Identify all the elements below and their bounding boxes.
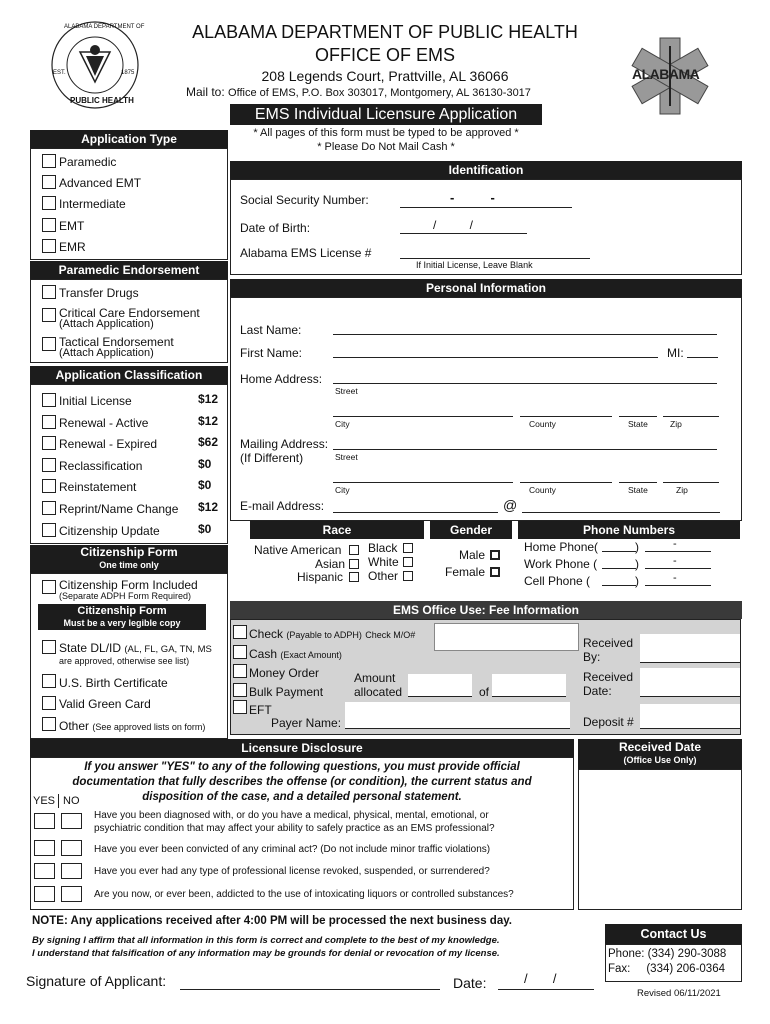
q1-no-box[interactable] — [61, 813, 82, 829]
received-by-label-2: By: — [583, 650, 601, 664]
citizenship-title: Citizenship Form — [80, 545, 178, 559]
home-zip-caption: Zip — [670, 419, 682, 429]
work-phone-dash: - — [673, 555, 677, 567]
state-dl-sub: are approved, otherwise see list) — [59, 656, 190, 666]
emt-checkbox[interactable] — [42, 218, 56, 232]
contact-header: Contact Us — [605, 924, 742, 944]
home-phone-number-field[interactable] — [645, 551, 711, 552]
cell-phone-label: Cell Phone ( — [524, 574, 591, 588]
q3-no-box[interactable] — [61, 863, 82, 879]
home-street-field[interactable] — [333, 383, 717, 384]
last-name-field[interactable] — [333, 334, 717, 335]
renewal-active-checkbox[interactable] — [42, 415, 56, 429]
affirm-line-2: I understand that falsification of any information may be grounds for denial or revocation of my license. — [32, 948, 500, 959]
home-city-field[interactable] — [333, 416, 513, 417]
seal-est: EST. — [53, 70, 66, 76]
typed-note: * All pages of this form must be typed to be approved * — [253, 127, 519, 139]
other-citizenship-label — [59, 719, 205, 733]
cash-text: Cash — [249, 647, 278, 661]
question-2: Have you ever been convicted of any criminal act? (Do not include minor traffic violations) — [94, 844, 491, 855]
mailing-state-field[interactable] — [619, 482, 657, 483]
email-label: E-mail Address: — [240, 499, 325, 513]
contact-phone: Phone: (334) 290-3088 — [608, 948, 727, 960]
affirm-line-1: By signing I affirm that all information in this form is correct and complete to the best of my knowledge. — [32, 935, 500, 946]
tactical-checkbox[interactable] — [42, 337, 56, 351]
header-title-1: ALABAMA DEPARTMENT OF PUBLIC HEALTH — [192, 22, 578, 42]
logo-text: ALABAMA — [632, 66, 700, 82]
home-state-field[interactable] — [619, 416, 657, 417]
signature-date-separator: / / — [524, 971, 557, 986]
q4-no-box[interactable] — [61, 886, 82, 902]
emr-checkbox[interactable] — [42, 239, 56, 253]
money-order-label: Money Order — [249, 666, 320, 680]
reprint-price: $12 — [198, 500, 219, 514]
received-date-label-2: Date: — [583, 684, 612, 698]
green-card-label: Valid Green Card — [59, 697, 151, 711]
seal-year: 1875 — [121, 70, 135, 76]
dob-label: Date of Birth: — [240, 221, 311, 235]
reclassification-price: $0 — [198, 457, 212, 471]
home-phone-label: Home Phone( — [524, 540, 599, 554]
mi-label: MI: — [667, 346, 684, 360]
race-header: Race — [250, 521, 424, 539]
advanced-emt-label: Advanced EMT — [59, 176, 142, 190]
footer-note: NOTE: Any applications received after 4:00 PM will be processed the next business day. — [32, 915, 512, 927]
work-phone-area-field[interactable] — [602, 568, 636, 569]
initial-license-price: $12 — [198, 392, 219, 406]
disclosure-instruction-1: If you answer "YES" to any of the following questions, you must provide official — [84, 761, 520, 773]
first-name-label: First Name: — [240, 346, 303, 360]
ssn-field[interactable] — [400, 207, 572, 208]
reinstatement-label: Reinstatement — [59, 480, 137, 494]
home-zip-field[interactable] — [663, 416, 719, 417]
email-at: @ — [503, 497, 518, 513]
mailing-city-caption: City — [335, 485, 350, 495]
q4-yes-box[interactable] — [34, 886, 55, 902]
payer-name-field[interactable] — [345, 702, 570, 729]
citizenship-title-2: Citizenship Form — [77, 605, 167, 617]
license-label: Alabama EMS License # — [240, 246, 372, 260]
mailing-if-different: (If Different) — [240, 451, 304, 465]
yes-column-label: YES — [33, 795, 56, 807]
state-dl-text: State DL/ID — [59, 641, 122, 655]
initial-license-checkbox[interactable] — [42, 393, 56, 407]
state-dl-states: (AL, FL, GA, TN, MS — [124, 644, 212, 655]
home-county-caption: County — [529, 419, 556, 429]
initial-license-label: Initial License — [59, 394, 132, 408]
citizenship-subtitle: One time only — [99, 560, 159, 570]
classification-header: Application Classification — [30, 366, 228, 384]
citizenship-subtitle-2: Must be a very legible copy — [63, 618, 181, 628]
transfer-drugs-checkbox[interactable] — [42, 285, 56, 299]
home-phone-dash: - — [673, 538, 677, 550]
home-address-label: Home Address: — [240, 372, 323, 386]
signature-field[interactable] — [180, 989, 440, 990]
last-name-label: Last Name: — [240, 323, 302, 337]
mailing-county-field[interactable] — [520, 482, 612, 483]
allocated-label: allocated — [354, 685, 403, 699]
question-1-line-2: psychiatric condition that may affect your ability to safely practice as an EMS professional? — [94, 823, 495, 834]
emr-label: EMR — [59, 240, 86, 254]
birth-cert-checkbox[interactable] — [42, 674, 56, 688]
no-cash-note: * Please Do Not Mail Cash * — [317, 141, 455, 153]
received-date-box-header — [578, 739, 742, 769]
citizenship-update-checkbox[interactable] — [42, 523, 56, 537]
check-text: Check — [249, 627, 284, 641]
cash-checkbox[interactable] — [233, 645, 247, 659]
identification-header: Identification — [230, 161, 742, 179]
renewal-expired-checkbox[interactable] — [42, 436, 56, 450]
application-type-header: Application Type — [30, 130, 228, 148]
yes-no-divider — [58, 794, 59, 808]
cash-label — [249, 647, 342, 661]
citizenship-included-checkbox[interactable] — [42, 580, 56, 594]
race-native-label: Native American — [254, 543, 342, 557]
gender-female-checkbox[interactable] — [490, 567, 500, 577]
form-title: EMS Individual Licensure Application — [230, 104, 542, 125]
personal-info-header: Personal Information — [230, 279, 742, 297]
race-black-label: Black — [368, 541, 398, 555]
green-card-checkbox[interactable] — [42, 696, 56, 710]
birth-cert-label: U.S. Birth Certificate — [59, 676, 168, 690]
reinstatement-checkbox[interactable] — [42, 479, 56, 493]
fee-header: EMS Office Use: Fee Information — [230, 601, 742, 619]
citizenship-update-label: Citizenship Update — [59, 524, 160, 538]
eft-checkbox[interactable] — [233, 700, 247, 714]
citizenship-update-price: $0 — [198, 522, 212, 536]
disclosure-instruction-2: documentation that fully describes the offense (or condition), the current status and — [72, 776, 532, 788]
tactical-label: Tactical Endorsement — [59, 335, 174, 349]
received-date-field[interactable] — [640, 668, 740, 697]
mailing-street-field[interactable] — [333, 449, 717, 450]
home-street-caption: Street — [335, 386, 358, 396]
mailing-city-field[interactable] — [333, 482, 513, 483]
home-city-caption: City — [335, 419, 350, 429]
renewal-expired-price: $62 — [198, 435, 219, 449]
q2-yes-box[interactable] — [34, 840, 55, 856]
tactical-sub: (Attach Application) — [59, 347, 154, 359]
date-label: Date: — [453, 975, 487, 991]
check-checkbox[interactable] — [233, 625, 247, 639]
other-citizenship-checkbox[interactable] — [42, 717, 56, 731]
other-citizenship-sub: (See approved lists on form) — [92, 722, 206, 732]
citizenship-included-sub: (Separate ADPH Form Required) — [59, 591, 192, 601]
reinstatement-price: $0 — [198, 478, 212, 492]
other-citizenship-text: Other — [59, 719, 90, 733]
payer-name-label: Payer Name: — [271, 716, 342, 730]
mail-to — [186, 85, 531, 99]
allocated-field[interactable] — [408, 674, 472, 697]
seal-top-text: ALABAMA DEPARTMENT OF — [64, 24, 145, 30]
disclosure-instruction-3: disposition of the case, and a detailed personal statement. — [142, 791, 462, 803]
renewal-active-price: $12 — [198, 414, 219, 428]
amount-label: Amount — [354, 671, 396, 685]
home-state-caption: State — [628, 419, 648, 429]
license-note: If Initial License, Leave Blank — [416, 260, 533, 270]
contact-fax: Fax: (334) 206-0364 — [608, 963, 725, 975]
critical-care-sub: (Attach Application) — [59, 318, 154, 330]
citizenship-form-subheader — [38, 604, 206, 630]
money-order-checkbox[interactable] — [233, 664, 247, 678]
advanced-emt-checkbox[interactable] — [42, 175, 56, 189]
paramedic-checkbox[interactable] — [42, 154, 56, 168]
work-phone-label: Work Phone ( — [524, 557, 598, 571]
citizenship-form-header — [30, 545, 228, 573]
race-hispanic-checkbox[interactable] — [349, 572, 359, 582]
of-field[interactable] — [492, 674, 566, 697]
reprint-label: Reprint/Name Change — [59, 502, 179, 516]
state-dl-label — [59, 641, 212, 655]
mailing-street-caption: Street — [335, 452, 358, 462]
question-3: Have you ever had any type of professional license revoked, suspended, or surrendered? — [94, 866, 490, 877]
seal-bottom-text: PUBLIC HEALTH — [70, 96, 134, 105]
question-4: Are you now, or ever been, addicted to the use of intoxicating liquors or controlled substances? — [94, 889, 514, 900]
eft-label: EFT — [249, 703, 272, 717]
race-hispanic-label: Hispanic — [297, 570, 344, 584]
received-date-box-sub: (Office Use Only) — [623, 755, 697, 765]
license-field[interactable] — [400, 258, 590, 259]
mail-address: Office of EMS, P.O. Box 303017, Montgomery, AL 36130-3017 — [228, 87, 531, 99]
dob-field[interactable] — [400, 233, 527, 234]
email-user-field[interactable] — [333, 512, 498, 513]
work-phone-close: ) — [635, 557, 639, 571]
mi-field[interactable] — [687, 357, 718, 358]
home-county-field[interactable] — [520, 416, 612, 417]
gender-male-label: Male — [459, 548, 486, 562]
disclosure-header: Licensure Disclosure — [30, 739, 574, 757]
personal-info-box — [230, 297, 742, 521]
email-domain-field[interactable] — [522, 512, 720, 513]
phone-header: Phone Numbers — [518, 521, 740, 539]
header-title-2: OFFICE OF EMS — [314, 45, 455, 65]
reclassification-label: Reclassification — [59, 459, 143, 473]
race-native-checkbox[interactable] — [349, 545, 359, 555]
of-label: of — [479, 685, 490, 699]
intermediate-label: Intermediate — [59, 197, 126, 211]
race-white-label: White — [368, 555, 399, 569]
received-date-label: Received — [583, 670, 634, 684]
home-phone-area-field[interactable] — [602, 551, 636, 552]
race-asian-checkbox[interactable] — [349, 559, 359, 569]
dob-separator: / / — [433, 218, 474, 232]
emt-label: EMT — [59, 219, 85, 233]
signature-date-field[interactable] — [498, 989, 594, 990]
received-date-box-title: Received Date — [618, 740, 702, 754]
race-white-checkbox[interactable] — [403, 557, 413, 567]
mailing-address-label: Mailing Address: — [240, 437, 329, 451]
q1-yes-box[interactable] — [34, 813, 55, 829]
check-label — [249, 627, 415, 641]
citizenship-included-label: Citizenship Form Included — [59, 578, 198, 592]
reclassification-checkbox[interactable] — [42, 458, 56, 472]
cell-phone-dash: - — [673, 572, 677, 584]
deposit-field[interactable] — [640, 704, 740, 729]
renewal-active-label: Renewal - Active — [59, 416, 149, 430]
cell-phone-area-field[interactable] — [602, 585, 636, 586]
mailing-state-caption: State — [628, 485, 648, 495]
question-1-line-1: Have you been diagnosed with, or do you have a medical, physical, mental, emotional, or — [94, 810, 489, 821]
state-dl-checkbox[interactable] — [42, 640, 56, 654]
gender-female-label: Female — [445, 565, 486, 579]
work-phone-number-field[interactable] — [645, 568, 711, 569]
q2-no-box[interactable] — [61, 840, 82, 856]
signature-label: Signature of Applicant: — [26, 973, 167, 989]
revised-date: Revised 06/11/2021 — [637, 988, 721, 999]
transfer-drugs-label: Transfer Drugs — [59, 286, 139, 300]
paramedic-label: Paramedic — [59, 155, 117, 169]
gender-male-checkbox[interactable] — [490, 550, 500, 560]
intermediate-checkbox[interactable] — [42, 196, 56, 210]
received-date-stamp-area[interactable] — [578, 769, 742, 910]
check-no-text: Check M/O# — [365, 630, 416, 640]
check-number-field[interactable] — [434, 623, 579, 651]
bulk-payment-checkbox[interactable] — [233, 683, 247, 697]
mail-label: Mail to: — [186, 85, 225, 99]
no-column-label: NO — [63, 795, 80, 807]
received-by-label: Received — [583, 636, 634, 650]
cell-phone-close: ) — [635, 574, 639, 588]
race-other-checkbox[interactable] — [403, 571, 413, 581]
first-name-field[interactable] — [333, 357, 658, 358]
header-address: 208 Legends Court, Prattville, AL 36066 — [261, 68, 509, 84]
race-other-label: Other — [368, 569, 399, 583]
mailing-county-caption: County — [529, 485, 556, 495]
mailing-zip-field[interactable] — [663, 482, 719, 483]
received-by-field[interactable] — [640, 634, 740, 663]
renewal-expired-label: Renewal - Expired — [59, 437, 158, 451]
paramedic-endorsement-header: Paramedic Endorsement — [30, 261, 228, 279]
race-asian-label: Asian — [315, 557, 346, 571]
ssn-label: Social Security Number: — [240, 193, 369, 207]
race-black-checkbox[interactable] — [403, 543, 413, 553]
q3-yes-box[interactable] — [34, 863, 55, 879]
cash-sub: (Exact Amount) — [280, 650, 342, 660]
bulk-payment-label: Bulk Payment — [249, 685, 324, 699]
reprint-checkbox[interactable] — [42, 501, 56, 515]
ssn-separator: - - — [450, 190, 495, 205]
check-sub: (Payable to ADPH) — [286, 630, 362, 640]
critical-care-label: Critical Care Endorsement — [59, 306, 200, 320]
mailing-zip-caption: Zip — [676, 485, 688, 495]
deposit-label: Deposit # — [583, 715, 634, 729]
home-phone-close: ) — [635, 540, 639, 554]
cell-phone-number-field[interactable] — [645, 585, 711, 586]
critical-care-checkbox[interactable] — [42, 308, 56, 322]
gender-header: Gender — [430, 521, 512, 539]
